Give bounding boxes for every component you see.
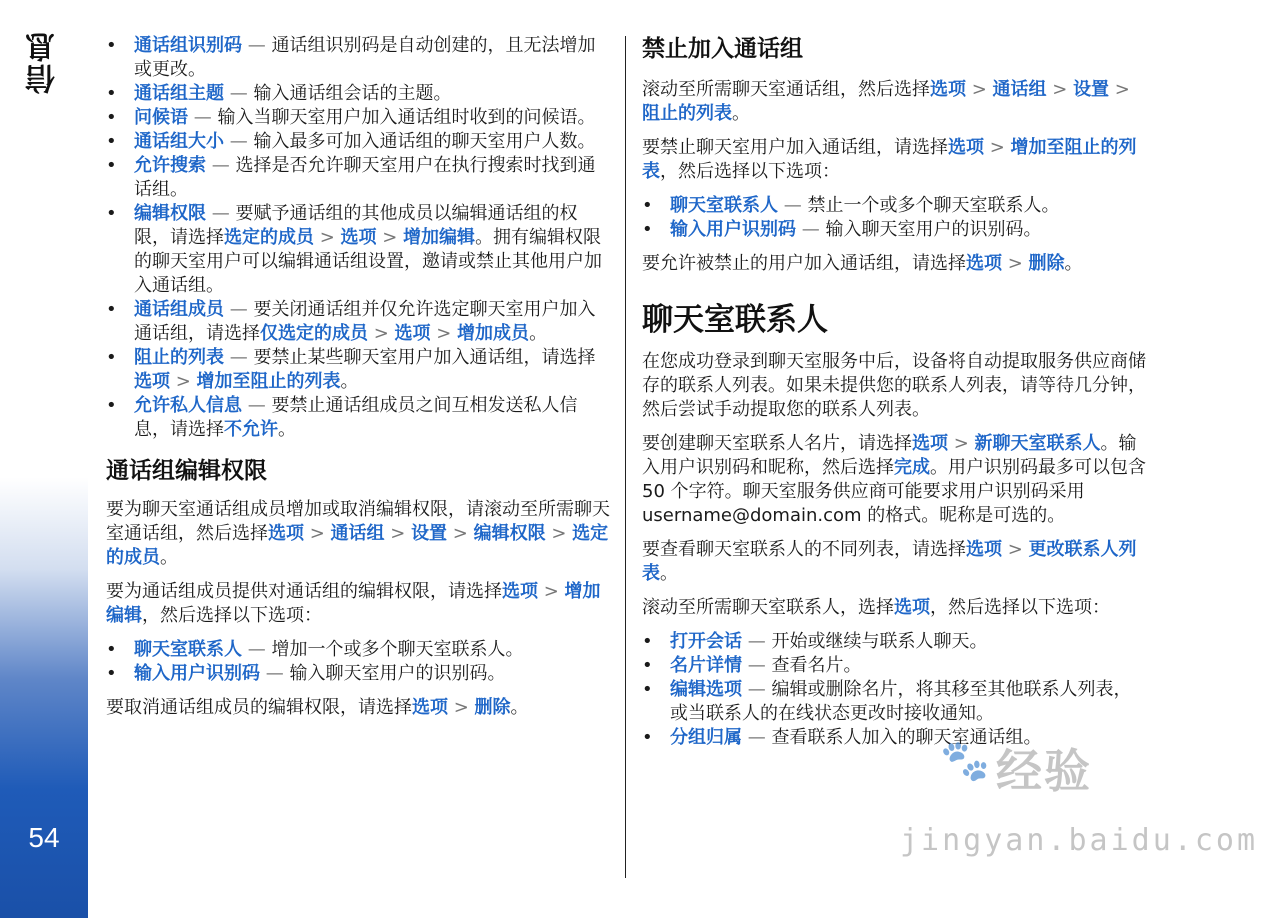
menu-term: 选项 xyxy=(948,137,984,158)
option-description: 增加一个或多个聊天室联系人。 xyxy=(271,639,524,660)
option-description: 查看联系人加入的聊天室通话组。 xyxy=(771,727,1042,748)
dash-separator: — xyxy=(742,655,772,676)
option-description: 输入当聊天室用户加入通话组时收到的问候语。 xyxy=(217,107,596,128)
text: 要为通话组成员提供对通话组的编辑权限，请选择 xyxy=(106,581,502,602)
path-separator: > xyxy=(1002,253,1029,274)
text: 。 xyxy=(160,547,178,568)
option-term: 阻止的列表 xyxy=(134,347,224,368)
menu-term: 增加编辑 xyxy=(106,581,601,626)
text: 滚动至所需聊天室联系人，选择 xyxy=(642,597,894,618)
option-description: 要禁止通话组成员之间互相发送私人信息，请选择 xyxy=(134,395,578,440)
path-separator: > xyxy=(984,137,1011,158)
text: 要为聊天室通话组成员增加或取消编辑权限，请滚动至所需聊天室通话组，然后选择 xyxy=(106,499,610,544)
option-description: 要禁止某些聊天室用户加入通话组，请选择 xyxy=(253,347,596,368)
option-term: 聊天室联系人 xyxy=(134,639,242,660)
page-number: 54 xyxy=(28,822,60,853)
dash-separator: — xyxy=(224,347,254,368)
option-description: 要赋予通话组的其他成员以编辑通话组的权限，请选择 xyxy=(134,203,578,248)
list-item xyxy=(642,678,1147,726)
dash-separator: — xyxy=(260,663,290,684)
list-item xyxy=(106,82,611,106)
heading-chat-contacts: 聊天室联系人 xyxy=(642,302,828,338)
right-column xyxy=(642,34,1147,750)
paragraph xyxy=(642,538,1147,586)
menu-term: 选定的成员 xyxy=(224,227,314,248)
paragraph xyxy=(642,136,1147,184)
dash-separator: — xyxy=(242,639,272,660)
option-term: 问候语 xyxy=(134,107,188,128)
list-item xyxy=(106,106,611,130)
options-list xyxy=(642,194,1147,242)
watermark-logo: 经验 xyxy=(996,744,1092,798)
option-description: 要关闭通话组并仅允许选定聊天室用户加入通话组，请选择 xyxy=(134,299,596,344)
text: 要取消通话组成员的编辑权限，请选择 xyxy=(106,697,412,718)
dash-separator: — xyxy=(742,631,772,652)
menu-term: 删除 xyxy=(474,697,511,718)
menu-term: 选项 xyxy=(930,79,966,100)
list-item xyxy=(106,154,611,202)
menu-term: 选项 xyxy=(134,371,170,392)
option-description: 输入聊天室用户的识别码。 xyxy=(289,663,506,684)
menu-term: 新聊天室联系人 xyxy=(974,433,1101,454)
path-separator: > xyxy=(448,697,475,718)
option-description: 开始或继续与联系人聊天。 xyxy=(771,631,988,652)
menu-term: 完成 xyxy=(894,457,930,478)
option-term: 输入用户识别码 xyxy=(134,663,260,684)
text: 要允许被禁止的用户加入通话组，请选择 xyxy=(642,253,966,274)
option-description: 通话组识别码是自动创建的，且无法增加或更改。 xyxy=(134,35,596,80)
menu-term: 选项 xyxy=(912,433,948,454)
path-separator: > xyxy=(368,323,395,344)
options-list xyxy=(106,638,611,686)
text: 要查看聊天室联系人的不同列表，请选择 xyxy=(642,539,966,560)
option-description: 查看名片。 xyxy=(771,655,862,676)
path-separator: > xyxy=(384,523,412,544)
text: 滚动至所需聊天室通话组，然后选择 xyxy=(642,79,930,100)
text: ，然后选择以下选项： xyxy=(930,597,1110,618)
path-separator: > xyxy=(314,227,341,248)
option-term: 分组归属 xyxy=(670,727,742,748)
option-description: 输入通话组会话的主题。 xyxy=(253,83,452,104)
paragraph xyxy=(642,78,1147,126)
dash-separator: — xyxy=(778,195,808,216)
dash-separator: — xyxy=(224,131,254,152)
path-separator: > xyxy=(304,523,331,544)
menu-term: 通话组 xyxy=(330,523,385,544)
text: 。 xyxy=(529,323,548,344)
dash-separator: — xyxy=(188,107,218,128)
menu-term: 选项 xyxy=(966,253,1002,274)
option-term: 通话组成员 xyxy=(134,299,224,320)
section-title: 信息 xyxy=(26,30,61,94)
text: 。 xyxy=(732,103,750,124)
sidebar xyxy=(0,0,88,918)
path-separator: > xyxy=(538,581,565,602)
menu-term: 增加至阻止的列表 xyxy=(642,137,1137,182)
menu-term: 通话组 xyxy=(992,79,1047,100)
menu-term: 仅选定的成员 xyxy=(260,323,368,344)
menu-term: 删除 xyxy=(1028,253,1065,274)
menu-term: 选项 xyxy=(894,597,930,618)
menu-term: 设置 xyxy=(1073,79,1110,100)
heading-block-group: 禁止加入通话组 xyxy=(642,36,803,62)
text: 要创建聊天室联系人名片，请选择 xyxy=(642,433,912,454)
menu-term: 阻止的列表 xyxy=(642,103,732,124)
list-item xyxy=(106,130,611,154)
text: ，然后选择以下选项： xyxy=(142,605,322,626)
path-separator: > xyxy=(948,433,975,454)
option-description: 禁止一个或多个聊天室联系人。 xyxy=(807,195,1060,216)
watermark-url: jingyan.baidu.com xyxy=(900,823,1259,858)
list-item xyxy=(642,726,1147,750)
menu-term: 选项 xyxy=(966,539,1002,560)
watermark xyxy=(900,735,1259,865)
list-item xyxy=(642,654,1147,678)
dash-separator: — xyxy=(206,203,236,224)
dash-separator: — xyxy=(224,299,254,320)
settings-list xyxy=(106,34,611,442)
list-item xyxy=(106,34,611,82)
dash-separator: — xyxy=(796,219,826,240)
option-term: 输入用户识别码 xyxy=(670,219,796,240)
option-description: 输入聊天室用户的识别码。 xyxy=(825,219,1042,240)
dash-separator: — xyxy=(242,395,272,416)
dash-separator: — xyxy=(224,83,254,104)
paragraph xyxy=(642,596,1147,620)
option-description: 编辑或删除名片，将其移至其他联系人列表，或当联系人的在线状态更改时接收通知。 xyxy=(670,679,1132,724)
text: 。拥有编辑权限的聊天室用户可以编辑通话组设置，邀请或禁止其他用户加入通话组。 xyxy=(134,227,602,296)
option-term: 名片详情 xyxy=(670,655,742,676)
path-separator: > xyxy=(545,523,573,544)
list-item xyxy=(106,638,611,662)
path-separator: > xyxy=(966,79,993,100)
option-term: 通话组大小 xyxy=(134,131,224,152)
text: 。 xyxy=(278,419,296,440)
path-separator: > xyxy=(376,227,404,248)
dash-separator: — xyxy=(742,679,772,700)
menu-term: 选项 xyxy=(340,227,377,248)
text: ，然后选择以下选项： xyxy=(660,161,840,182)
paragraph xyxy=(642,432,1147,528)
list-item xyxy=(642,218,1147,242)
dash-separator: — xyxy=(242,35,272,56)
text: 要禁止聊天室用户加入通话组，请选择 xyxy=(642,137,948,158)
contact-options-list xyxy=(642,630,1147,750)
menu-term: 选项 xyxy=(502,581,538,602)
menu-term: 编辑权限 xyxy=(473,523,546,544)
menu-term: 选定的成员 xyxy=(106,523,609,568)
paw-icon: 🐾 xyxy=(940,738,990,784)
option-term: 允许私人信息 xyxy=(134,395,242,416)
list-item xyxy=(106,202,611,298)
paragraph xyxy=(106,696,611,720)
text: 。用户识别码最多可以包含 50 个字符。聊天室服务供应商可能要求用户识别码采用 username@domain.com 的格式。昵称是可选的。 xyxy=(642,457,1146,526)
paragraph xyxy=(642,252,1147,276)
text: 。 xyxy=(1064,253,1083,274)
menu-term: 选项 xyxy=(394,323,431,344)
option-term: 聊天室联系人 xyxy=(670,195,778,216)
path-separator: > xyxy=(430,323,458,344)
list-item xyxy=(642,630,1147,654)
paragraph xyxy=(106,498,611,570)
path-separator: > xyxy=(1109,79,1130,100)
text: 。输入用户识别码和昵称，然后选择 xyxy=(642,433,1137,478)
menu-term: 更改联系人列表 xyxy=(642,539,1137,584)
text: 。 xyxy=(510,697,529,718)
path-separator: > xyxy=(170,371,197,392)
dash-separator: — xyxy=(742,727,772,748)
option-term: 通话组主题 xyxy=(134,83,224,104)
option-term: 允许搜索 xyxy=(134,155,206,176)
path-separator: > xyxy=(1002,539,1029,560)
list-item xyxy=(106,662,611,686)
menu-term: 选项 xyxy=(268,523,304,544)
menu-term: 增加至阻止的列表 xyxy=(196,371,341,392)
menu-term: 增加成员 xyxy=(457,323,530,344)
paragraph: 在您成功登录到聊天室服务中后，设备将自动提取服务供应商储存的联系人列表。如果未提供您的联系人列表，请等待几分钟，然后尝试手动提取您的联系人列表。 xyxy=(642,351,1146,420)
paragraph xyxy=(106,580,611,628)
menu-term: 设置 xyxy=(411,523,448,544)
path-separator: > xyxy=(447,523,474,544)
dash-separator: — xyxy=(206,155,236,176)
list-item xyxy=(106,298,611,346)
column-divider xyxy=(625,36,626,878)
list-item xyxy=(642,194,1147,218)
menu-term: 选项 xyxy=(412,697,448,718)
left-column xyxy=(106,34,611,720)
text: 。 xyxy=(660,563,678,584)
option-term: 编辑选项 xyxy=(670,679,742,700)
option-description: 输入最多可加入通话组的聊天室用户人数。 xyxy=(253,131,596,152)
option-term: 编辑权限 xyxy=(134,203,206,224)
menu-term: 增加编辑 xyxy=(403,227,476,248)
menu-term: 不允许 xyxy=(224,419,278,440)
text: 。 xyxy=(340,371,359,392)
heading-edit-permissions: 通话组编辑权限 xyxy=(106,458,267,484)
option-term: 通话组识别码 xyxy=(134,35,242,56)
list-item xyxy=(106,394,611,442)
option-description: 选择是否允许聊天室用户在执行搜索时找到通话组。 xyxy=(134,155,596,200)
list-item xyxy=(106,346,611,394)
option-term: 打开会话 xyxy=(670,631,742,652)
path-separator: > xyxy=(1046,79,1074,100)
